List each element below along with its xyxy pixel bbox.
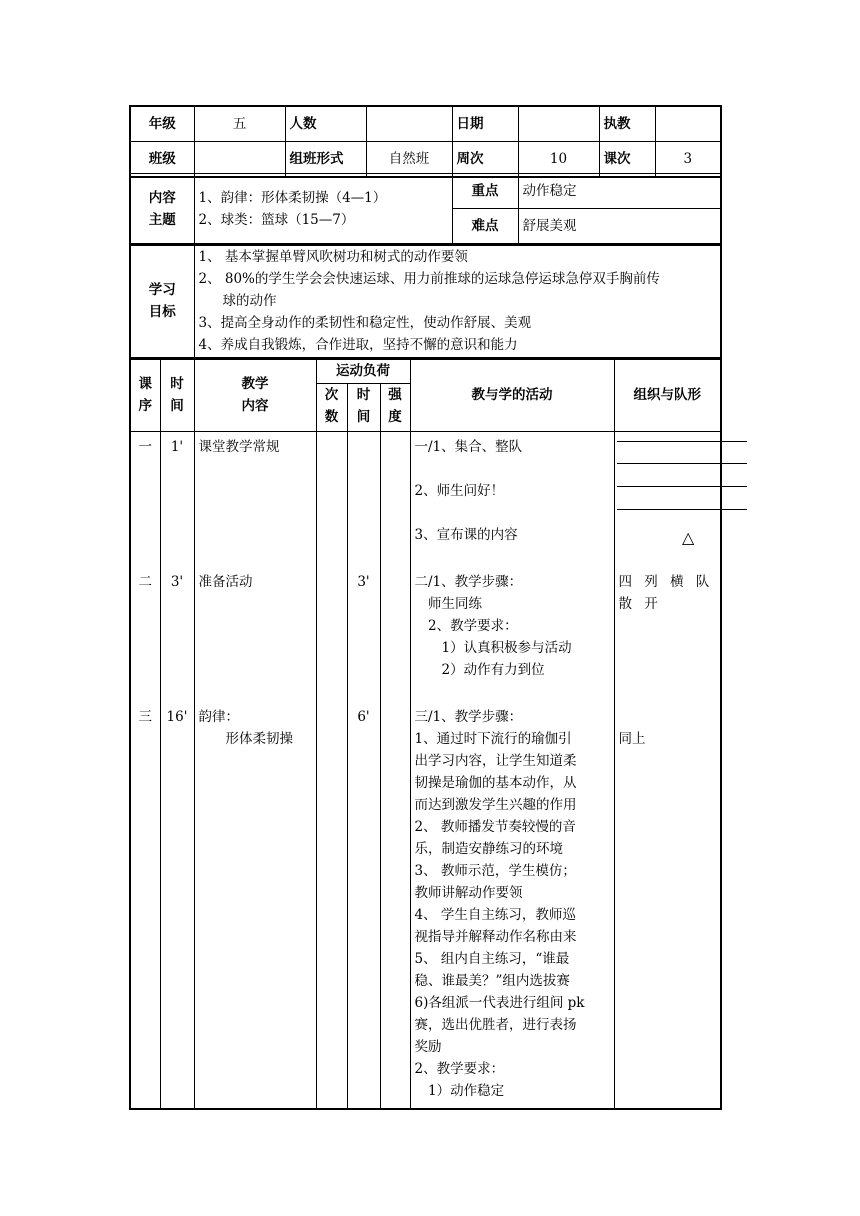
goals-items — [194, 245, 721, 357]
count-label: 人数 — [285, 106, 366, 142]
date-label: 日期 — [452, 106, 518, 142]
formation-line — [617, 463, 747, 464]
col-activities: 教与学的活动 — [410, 359, 614, 431]
teacher-triangle-icon: △ — [682, 528, 695, 547]
content-table — [129, 173, 722, 244]
goal-item: 4、养成自我锻炼，合作进取，坚持不懈的意识和能力 — [198, 337, 518, 354]
load-count-cell — [316, 431, 347, 1109]
col-load-count: 次 数 — [316, 383, 347, 431]
goals-table — [129, 244, 722, 358]
organization-cell: 四 列 横 队 散 开 同上 — [614, 431, 721, 1109]
content-item: 2、球类：篮球（15—7） — [198, 211, 355, 228]
content-item: 1、韵律：形体柔韧操（4—1） — [198, 189, 387, 206]
key-value: 动作稳定 — [518, 174, 721, 209]
load-time-cell: 3' 6' — [347, 431, 380, 1109]
form-label: 组班形式 — [285, 142, 366, 178]
key-label: 重点 — [452, 174, 518, 209]
goals-label: 学习 目标 — [130, 245, 194, 357]
lesson-label: 课次 — [599, 142, 655, 178]
lesson-value: 3 — [655, 142, 721, 178]
seq-cell: 一 二 三 — [130, 431, 160, 1109]
date-value — [518, 106, 599, 142]
formation-line — [617, 486, 747, 487]
week-label: 周次 — [452, 142, 518, 178]
content-items — [194, 174, 452, 244]
formation-line — [617, 441, 747, 442]
load-intensity-cell — [380, 431, 410, 1109]
class-value — [194, 142, 285, 178]
goal-item: 2、 80%的学生学会会快速运球、用力前推球的运球急停运球急停双手胸前传 — [198, 271, 660, 288]
col-teach-content: 教学 内容 — [194, 359, 316, 431]
grade-label: 年级 — [130, 106, 194, 142]
grade-value: 五 — [194, 106, 285, 142]
form-value: 自然班 — [366, 142, 452, 178]
count-value — [366, 106, 452, 142]
goal-item: 1、 基本掌握单臂风吹树功和树式的动作要领 — [198, 249, 468, 266]
content-theme-label: 内容 主题 — [130, 174, 194, 244]
header-table — [129, 105, 722, 178]
week-value: 10 — [518, 142, 599, 178]
class-label: 班级 — [130, 142, 194, 178]
activities-cell: 一/1、集合、整队 2、师生问好！ 3、宣布课的内容 二/1、教学步骤： 师生同练 2、教学要求： 1）认真积极参与活动 2）动作有力到位 三/1、教学步骤： 1、通过时下流行的瑜伽引 出学习内容，让学生知道柔 韧操是瑜伽的基本动作，从 而达到激发学生兴趣的作用 2、 教师播发节奏较慢的音 乐，制造安静练习的环境 3、 教师示范，学生模仿； 教师讲解动作要领 4、 学生自主练习，教师巡 视指导并解释动作名称由来 5、 组内自主练习，“谁最 稳、谁最美？”组内选拔赛 6)各组派一代表进行组间 pk 赛，选出优胜者，进行表扬 奖励 2、教学要求： 1）动作稳定 — [410, 431, 614, 1109]
time-cell: 1' 3' 16' — [160, 431, 194, 1109]
col-load-intensity: 强 度 — [380, 383, 410, 431]
teacher-label: 执教 — [599, 106, 655, 142]
goal-item: 3、提高全身动作的柔韧性和稳定性，使动作舒展、美观 — [198, 315, 532, 332]
difficulty-value: 舒展美观 — [518, 209, 721, 244]
lesson-table — [129, 358, 722, 1110]
col-load-time: 时 间 — [347, 383, 380, 431]
col-load: 运动负荷 — [316, 359, 410, 383]
col-time: 时 间 — [160, 359, 194, 431]
goal-item: 球的动作 — [222, 293, 277, 310]
col-seq: 课 序 — [130, 359, 160, 431]
content-cell: 课堂教学常规 准备活动 韵律： 形体柔韧操 — [194, 431, 316, 1109]
formation-line — [617, 509, 747, 510]
col-organization: 组织与队形 — [614, 359, 721, 431]
difficulty-label: 难点 — [452, 209, 518, 244]
teacher-value — [655, 106, 721, 142]
